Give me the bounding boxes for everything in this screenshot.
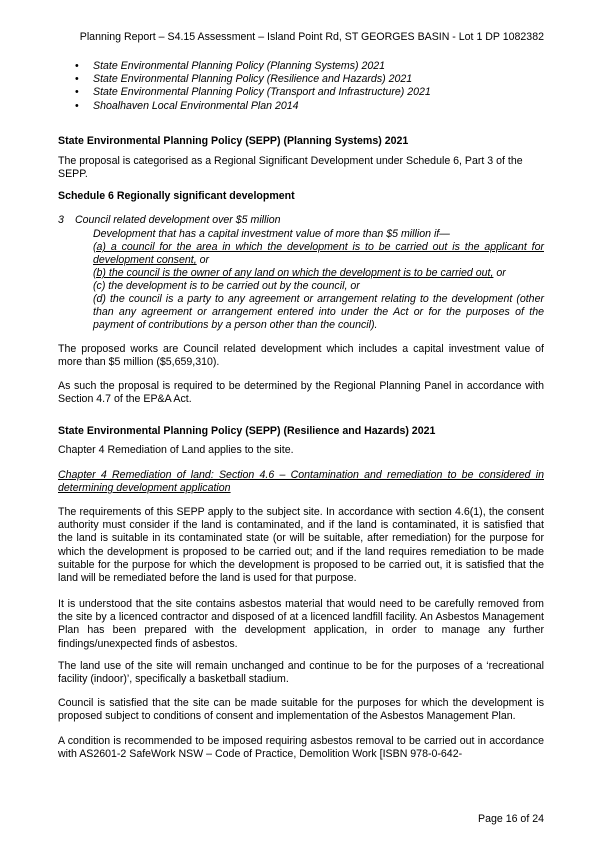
subsection-heading: Schedule 6 Regionally significant development (58, 190, 295, 202)
clause-number: 3 (58, 214, 64, 226)
clause-a-tail: or (196, 254, 210, 267)
paragraph: A condition is recommended to be imposed requiring asbestos removal to be carried out in accordance with AS2601-2 SafeWork NSW – Code of Practice, Demolition Work [ISBN 978-0-642- (58, 735, 544, 761)
subsection-heading: Chapter 4 Remediation of land: Section 4.6 – Contamination and remediation to be considered in determining development application (58, 469, 544, 495)
page-header: Planning Report – S4.15 Assessment – Island Point Rd, ST GEORGES BASIN - Lot 1 DP 1082382 (79, 31, 544, 43)
section-heading: State Environmental Planning Policy (SEPP) (Resilience and Hazards) 2021 (58, 425, 436, 437)
clause-title-text: Council related development over $5 million (75, 214, 281, 226)
paragraph: Council is satisfied that the site can be made suitable for the purposes for which the development is proposed subject to conditions of consent and implementation of the Asbestos Management Plan. (58, 697, 544, 723)
paragraph: As such the proposal is required to be determined by the Regional Planning Panel in accordance with Section 4.7 of the EP&A Act. (58, 380, 544, 406)
paragraph: The proposal is categorised as a Regional Significant Development under Schedule 6, Part 3 of the SEPP. (58, 155, 523, 181)
paragraph: The proposed works are Council related development which includes a capital investment value of more than $5 million ($5,659,310). (58, 343, 544, 369)
list-item: • State Environmental Planning Policy (Resilience and Hazards) 2021 (58, 73, 544, 86)
clause-b-tail: or (493, 267, 506, 279)
clause-lead: Development that has a capital investment value of more than $5 million if— (93, 228, 450, 240)
clause-b-text: (b) the council is the owner of any land on which the development is to be carried out, (93, 267, 494, 279)
clause-title (58, 214, 544, 227)
page-number: Page 16 of 24 (478, 813, 544, 825)
clause-item-d: (d) the council is a party to any agreement or arrangement relating to the development (other than any agreement or arrangement entered into under the Act or for the purposes of the payment of contributions by a person other than the council). (93, 293, 544, 332)
clause-a-text: (a) a council for the area in which the development is to be carried out is the applicant for development consent, (93, 241, 544, 267)
list-item: • Shoalhaven Local Environmental Plan 2014 (58, 100, 544, 113)
policy-list (58, 60, 544, 113)
paragraph: The land use of the site will remain unchanged and continue to be for the purposes of a ‘recreational facility (indoor)’, specifically a basketball stadium. (58, 660, 544, 686)
clause-item-c: (c) the development is to be carried out by the council, or (93, 280, 360, 292)
list-item: • State Environmental Planning Policy (Transport and Infrastructure) 2021 (58, 86, 544, 99)
paragraph: It is understood that the site contains asbestos material that would need to be carefully removed from the site by a licenced contractor and disposed of at a licenced landfill facility. An Asbestos Management Plan has been prepared with the development application, in order to manage any further findings/unexpected finds of asbestos. (58, 598, 544, 650)
clause-item-b (93, 267, 544, 280)
paragraph: The requirements of this SEPP apply to the subject site. In accordance with section 4.6(1), the consent authority must consider if the land is contaminated, and if the land is contaminated, it is satisfied that the land is suitable in its contaminated state (or will be suitable, after remediation) for the purpose for which the development is proposed to be carried out; and if the land requires remediation to be made suitable for the purpose for which the development is proposed to be carried out, it is satisfied that the land will be remediated before the land is used for that purpose. (58, 506, 544, 585)
clause-item-a (93, 241, 544, 267)
paragraph: Chapter 4 Remediation of Land applies to the site. (58, 444, 294, 456)
section-heading: State Environmental Planning Policy (SEPP) (Planning Systems) 2021 (58, 135, 409, 147)
list-item: • State Environmental Planning Policy (Planning Systems) 2021 (58, 60, 544, 73)
